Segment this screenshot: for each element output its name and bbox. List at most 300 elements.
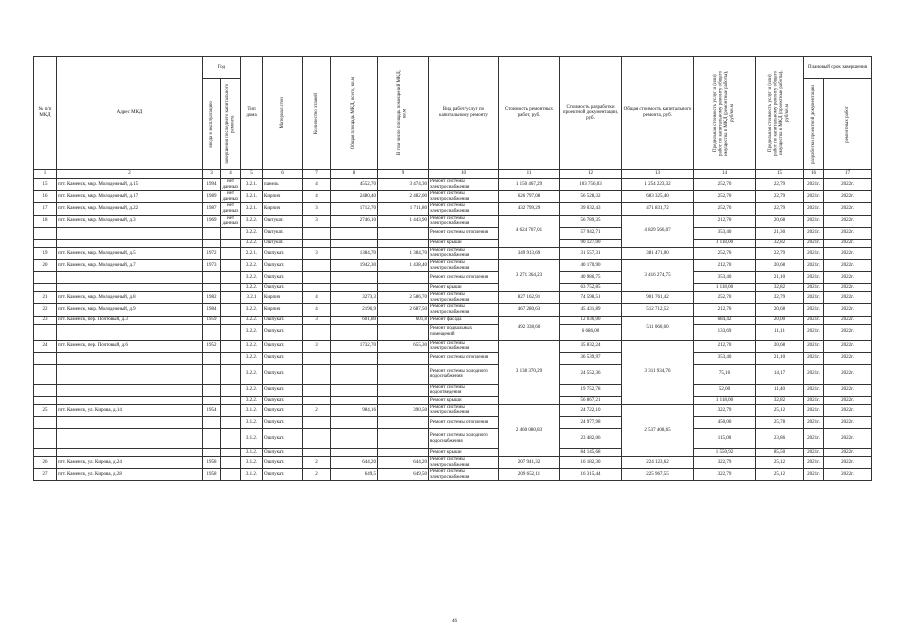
cell-row-number: 15 — [34, 179, 57, 191]
cell-row-number: 27 — [34, 469, 57, 481]
cell-row-number — [34, 352, 57, 364]
cell-design-cost: 31 557,31 — [560, 247, 622, 259]
cell-floors: 2 — [303, 469, 331, 481]
cell-wall-material: Ошпукат. — [263, 259, 303, 271]
cell-address: пгт. Каменск, мкр. Молодежный, д.9 — [57, 304, 203, 316]
cell-total-area — [331, 417, 378, 429]
cell-year-last-repair — [221, 247, 241, 259]
cell-wall-material: панель — [263, 179, 303, 191]
cell-design-cost: 35 832,24 — [560, 340, 622, 352]
cell-year-last-repair: нет данных — [221, 215, 241, 227]
column-number-row — [34, 170, 872, 179]
cell-deadline-repair: 2022г. — [824, 272, 872, 284]
column-number: 3 — [203, 170, 221, 179]
cell-work-type: Ремонт системы электроснабжения — [429, 404, 499, 416]
cell-deadline-repair: 2022г. — [824, 469, 872, 481]
cell-work-type: Ремонт системы водоотведения — [429, 384, 499, 396]
column-number: 5 — [241, 170, 263, 179]
cell-work-type: Ремонт системы отопления — [429, 417, 499, 429]
cell-year-last-repair — [221, 272, 241, 284]
cell-row-number — [34, 417, 57, 429]
cell-work-type: Ремонт системы электроснабжения — [429, 179, 499, 191]
cell-total-area — [331, 284, 378, 292]
cell-year-commission — [203, 384, 221, 396]
cell-wall-material: Оштукат. — [263, 239, 303, 247]
cell-limit-cost-repair: 1 118,00 — [694, 396, 756, 404]
cell-work-type: Ремонт крыши — [429, 396, 499, 404]
header-wall-material: Материал стен — [279, 97, 285, 129]
cell-living-area — [378, 239, 429, 247]
cell-limit-cost-repair: 252,70 — [694, 191, 756, 203]
cell-deadline-repair: 2022г. — [824, 384, 872, 396]
cell-row-number — [34, 384, 57, 396]
cell-house-type: 3.2.2. — [241, 384, 263, 396]
cell-address: пгт. Каменск, мкр. Молодежный, д.7 — [57, 259, 203, 271]
cell-wall-material: Ошпукат. — [263, 417, 303, 429]
cell-deadline-repair: 2022г. — [824, 179, 872, 191]
cell-work-type: Ремонт фасада — [429, 316, 499, 324]
cell-house-type: 3.1.2. — [241, 404, 263, 416]
cell-year-last-repair — [221, 384, 241, 396]
cell-floors — [303, 384, 331, 396]
cell-work-type: Ремонт системы электроснабжения — [429, 304, 499, 316]
cell-address — [57, 384, 203, 396]
cell-wall-material: Ошпукат. — [263, 364, 303, 384]
cell-limit-cost-design: 22,79 — [756, 247, 804, 259]
header-work-type: Вид работ/услуг по капитальному ремонту — [429, 57, 499, 170]
cell-living-area — [378, 384, 429, 396]
table-row — [34, 417, 872, 429]
cell-total-area: 1732,70 — [331, 340, 378, 352]
cell-deadline-repair: 2022г. — [824, 364, 872, 384]
cell-floors — [303, 259, 331, 271]
cell-repair-cost: 349 913,69 — [499, 247, 560, 259]
column-number: 8 — [331, 170, 378, 179]
cell-house-type: 3.1.2. — [241, 429, 263, 449]
cell-floors: 3 — [303, 340, 331, 352]
cell-living-area: 1 443,90 — [378, 215, 429, 227]
cell-deadline-design: 2021г. — [804, 384, 824, 396]
cell-total-area — [331, 364, 378, 384]
cell-deadline-design: 2021г. — [804, 272, 824, 284]
cell-floors — [303, 352, 331, 364]
cell-living-area — [378, 449, 429, 457]
cell-repair-cost: 827 162,91 — [499, 292, 560, 304]
cell-design-cost: 6 686,00 — [560, 324, 622, 340]
cell-deadline-repair: 2022г. — [824, 324, 872, 340]
cell-house-type: 3.1.2. — [241, 449, 263, 457]
cell-limit-cost-design: 21,10 — [756, 272, 804, 284]
cell-work-type: Ремонт системы электроснабжения — [429, 292, 499, 304]
cell-limit-cost-repair: 75,16 — [694, 364, 756, 384]
cell-living-area: 2 586,70 — [378, 292, 429, 304]
cell-living-area: 1 384,70 — [378, 247, 429, 259]
cell-deadline-repair: 2022г. — [824, 340, 872, 352]
cell-address — [57, 239, 203, 247]
cell-total-area: 644,20 — [331, 457, 378, 469]
cell-deadline-design: 2021г. — [804, 215, 824, 227]
cell-limit-cost-repair: 252,70 — [694, 203, 756, 215]
column-number: 14 — [694, 170, 756, 179]
cell-deadline-design: 2021г. — [804, 417, 824, 429]
cell-deadline-repair: 2022г. — [824, 316, 872, 324]
cell-deadline-design: 2021г. — [804, 469, 824, 481]
cell-design-cost: 24 722,10 — [560, 404, 622, 416]
cell-address: пгт. Каменск, пер. Почтовый, д.6 — [57, 340, 203, 352]
cell-limit-cost-design: 22,79 — [756, 203, 804, 215]
table-row — [34, 449, 872, 457]
cell-work-type: Ремонт системы холодного водоснабжения — [429, 429, 499, 449]
cell-repair-cost: 1 150 467,29 — [499, 179, 560, 191]
cell-deadline-repair: 2022г. — [824, 247, 872, 259]
cell-house-type: 2.2.1. — [241, 247, 263, 259]
cell-limit-cost-repair: 252,70 — [694, 247, 756, 259]
cell-row-number: 19 — [34, 247, 57, 259]
cell-year-last-repair — [221, 352, 241, 364]
cell-address — [57, 364, 203, 384]
cell-year-commission: 1973 — [203, 259, 221, 271]
cell-living-area: 390,50 — [378, 404, 429, 416]
cell-house-type: 3.2.2. — [241, 227, 263, 239]
cell-year-commission — [203, 352, 221, 364]
column-number: 11 — [499, 170, 560, 179]
cell-limit-cost-design: 32,82 — [756, 396, 804, 404]
cell-limit-cost-repair: 115,00 — [694, 429, 756, 449]
cell-total-area: 2746,10 — [331, 215, 378, 227]
cell-floors — [303, 284, 331, 292]
cell-year-last-repair — [221, 457, 241, 469]
cell-address: пгт. Каменск, ул. Кирова, д.28 — [57, 469, 203, 481]
table-row — [34, 239, 872, 247]
cell-deadline-repair: 2022г. — [824, 404, 872, 416]
cell-row-number: 26 — [34, 457, 57, 469]
cell-address — [57, 227, 203, 239]
cell-work-type: Ремонт системы электроснабжения — [429, 215, 499, 227]
cell-address — [57, 352, 203, 364]
cell-living-area: 644,20 — [378, 457, 429, 469]
cell-living-area: 2 482,00 — [378, 191, 429, 203]
page-number: 46 — [452, 619, 457, 624]
cell-address — [57, 429, 203, 449]
cell-design-cost: 40 986,75 — [560, 272, 622, 284]
cell-house-type: 3.2.2. — [241, 364, 263, 384]
cell-wall-material: Кирпич — [263, 203, 303, 215]
cell-year-last-repair — [221, 316, 241, 324]
cell-limit-cost-design: 32,82 — [756, 284, 804, 292]
cell-total-area: 1384,70 — [331, 247, 378, 259]
cell-limit-cost-repair: 1 118,00 — [694, 239, 756, 247]
cell-repair-cost: 3 138 370,29 — [499, 340, 560, 404]
cell-deadline-design: 2021г. — [804, 203, 824, 215]
cell-limit-cost-repair: 353,40 — [694, 272, 756, 284]
cell-design-cost: 103 756,03 — [560, 179, 622, 191]
cell-limit-cost-design: 32,82 — [756, 239, 804, 247]
cell-living-area — [378, 396, 429, 404]
cell-year-commission: 1982 — [203, 292, 221, 304]
cell-house-type: 3.2.2. — [241, 340, 263, 352]
cell-living-area — [378, 429, 429, 449]
cell-limit-cost-design: 85,50 — [756, 449, 804, 457]
cell-work-type: Ремонт крыши — [429, 284, 499, 292]
cell-work-type: Ремонт системы электроснабжения — [429, 191, 499, 203]
cell-total-area: 4552,70 — [331, 179, 378, 191]
cell-address: пгт. Каменск, ул. Кирова, д.24 — [57, 457, 203, 469]
cell-design-cost: 56 867,21 — [560, 396, 622, 404]
cell-repair-cost: 4 624 707,01 — [499, 215, 560, 247]
cell-year-last-repair — [221, 304, 241, 316]
cell-year-last-repair — [221, 364, 241, 384]
cell-design-cost: 56 789,35 — [560, 215, 622, 227]
cell-deadline-design: 2021г. — [804, 364, 824, 384]
cell-floors: 2 — [303, 457, 331, 469]
cell-limit-cost-design: 20,68 — [756, 304, 804, 316]
table-row — [34, 384, 872, 396]
cell-limit-cost-repair: 353,40 — [694, 227, 756, 239]
cell-floors: 2 — [303, 404, 331, 416]
cell-design-cost: 40 170,90 — [560, 259, 622, 271]
header-year-commission: ввода в эксплуатацию — [208, 100, 214, 148]
cell-wall-material: Ошпукат. — [263, 457, 303, 469]
cell-limit-cost-repair: 212,70 — [694, 215, 756, 227]
cell-repair-cost: 3 271 364,23 — [499, 259, 560, 291]
cell-work-type: Ремонт системы электроснабжения — [429, 203, 499, 215]
cell-year-last-repair: нет данных — [221, 203, 241, 215]
cell-design-cost: 19 752,78 — [560, 384, 622, 396]
cell-deadline-design: 2021г. — [804, 429, 824, 449]
cell-wall-material: Ошпукат. — [263, 469, 303, 481]
cell-floors — [303, 227, 331, 239]
cell-living-area — [378, 352, 429, 364]
cell-house-type: 3.2.2. — [241, 272, 263, 284]
header-limit-cost-design: Предельная стоимость услуг и (или) работ по капитальному ремонту общего имущества в МКД (проектные работы), руб/кв.м — [768, 70, 791, 156]
cell-row-number: 24 — [34, 340, 57, 352]
cell-year-commission: 1958 — [203, 469, 221, 481]
cell-deadline-repair: 2022г. — [824, 352, 872, 364]
cell-year-last-repair — [221, 259, 241, 271]
cell-limit-cost-repair: 133,69 — [694, 324, 756, 340]
cell-design-cost: 24 977,98 — [560, 417, 622, 429]
cell-year-last-repair: нет данных — [221, 179, 241, 191]
cell-limit-cost-design: 20,68 — [756, 215, 804, 227]
column-number: 13 — [622, 170, 694, 179]
cell-house-type: 3.2.1. — [241, 179, 263, 191]
cell-total-cost: 3 416 274,75 — [622, 259, 694, 291]
header-deadline-repair: ремонтных работ — [844, 105, 850, 143]
cell-total-cost: 471 831,72 — [622, 203, 694, 215]
header-address: Адрес МКД — [57, 57, 203, 170]
cell-design-cost: 39 032,43 — [560, 203, 622, 215]
cell-work-type: Ремонт крыши — [429, 239, 499, 247]
cell-design-cost: 57 942,71 — [560, 227, 622, 239]
cell-address: пгт. Каменск, ул. Кирова, д.14 — [57, 404, 203, 416]
cell-year-last-repair: нет данных — [221, 191, 241, 203]
cell-deadline-design: 2021г. — [804, 340, 824, 352]
cell-house-type: 3.2.2. — [241, 304, 263, 316]
cell-total-cost: 901 761,42 — [622, 292, 694, 304]
cell-limit-cost-design: 25,78 — [756, 417, 804, 429]
cell-year-last-repair — [221, 292, 241, 304]
cell-address — [57, 449, 203, 457]
cell-limit-cost-repair: 1 118,00 — [694, 284, 756, 292]
cell-total-area — [331, 239, 378, 247]
cell-design-cost: 16 182,30 — [560, 457, 622, 469]
column-number: 4 — [221, 170, 241, 179]
cell-repair-cost: 209 652,11 — [499, 469, 560, 481]
cell-limit-cost-design: 25,12 — [756, 469, 804, 481]
cell-deadline-design: 2021г. — [804, 292, 824, 304]
cell-house-type: 3.2.2. — [241, 259, 263, 271]
cell-work-type: Ремонт системы электроснабжения — [429, 247, 499, 259]
cell-row-number: 16 — [34, 191, 57, 203]
cell-living-area: 1 438,40 — [378, 259, 429, 271]
cell-row-number — [34, 239, 57, 247]
cell-deadline-design: 2021г. — [804, 179, 824, 191]
cell-deadline-design: 2021г. — [804, 352, 824, 364]
cell-house-type: 3.2.2. — [241, 316, 263, 324]
cell-address: пгт. Каменск, мкр. Молодежный, д.17 — [57, 191, 203, 203]
column-number: 12 — [560, 170, 622, 179]
cell-limit-cost-repair: 684,42 — [694, 316, 756, 324]
cell-deadline-repair: 2022г. — [824, 449, 872, 457]
table-row — [34, 259, 872, 271]
cell-limit-cost-repair: 212,70 — [694, 259, 756, 271]
header-floors: Количество этажей — [313, 92, 319, 134]
cell-deadline-design: 2021г. — [804, 449, 824, 457]
cell-limit-cost-design: 20,68 — [756, 259, 804, 271]
cell-deadline-design: 2021г. — [804, 191, 824, 203]
cell-total-area — [331, 429, 378, 449]
cell-year-commission — [203, 396, 221, 404]
cell-floors — [303, 429, 331, 449]
cell-limit-cost-design: 22,79 — [756, 292, 804, 304]
cell-work-type: Ремонт системы отопления — [429, 352, 499, 364]
cell-row-number — [34, 364, 57, 384]
header-house-type: Тип дома — [241, 57, 263, 170]
cell-row-number — [34, 272, 57, 284]
cell-wall-material: Ошпукат. — [263, 324, 303, 340]
table-row — [34, 247, 872, 259]
cell-limit-cost-repair: 1 550,92 — [694, 449, 756, 457]
cell-limit-cost-repair: 52,00 — [694, 384, 756, 396]
cell-house-type: 3.2.2. — [241, 284, 263, 292]
cell-floors: 4 — [303, 292, 331, 304]
header-num: № п/п МКД — [34, 57, 57, 170]
table-row — [34, 469, 872, 481]
cell-year-commission: 1954 — [203, 404, 221, 416]
cell-deadline-repair: 2022г. — [824, 215, 872, 227]
cell-total-area — [331, 272, 378, 284]
table-body — [34, 179, 872, 481]
cell-total-area — [331, 227, 378, 239]
cell-limit-cost-repair: 353,40 — [694, 352, 756, 364]
cell-limit-cost-design: 23,86 — [756, 429, 804, 449]
cell-limit-cost-repair: 212,70 — [694, 340, 756, 352]
cell-design-cost: 90 127,00 — [560, 239, 622, 247]
table-row — [34, 457, 872, 469]
cell-work-type: Ремонт крыши — [429, 449, 499, 457]
cell-limit-cost-design: 25,12 — [756, 404, 804, 416]
cell-floors: 3 — [303, 247, 331, 259]
cell-row-number: 17 — [34, 203, 57, 215]
cell-limit-cost-design: 22,79 — [756, 191, 804, 203]
cell-year-last-repair — [221, 396, 241, 404]
column-number: 2 — [57, 170, 203, 179]
cell-year-commission — [203, 449, 221, 457]
cell-living-area: 601,8 — [378, 316, 429, 324]
cell-total-area: 1942,30 — [331, 259, 378, 271]
cell-living-area: 649,50 — [378, 469, 429, 481]
cell-year-last-repair — [221, 417, 241, 429]
cell-limit-cost-design: 20,00 — [756, 316, 804, 324]
cell-wall-material: Кирпич — [263, 304, 303, 316]
cell-repair-cost: 432 799,29 — [499, 203, 560, 215]
cell-deadline-design: 2021г. — [804, 259, 824, 271]
cell-limit-cost-design: 20,68 — [756, 340, 804, 352]
cell-wall-material: Кирпич — [263, 191, 303, 203]
cell-wall-material: Ошпукат. — [263, 449, 303, 457]
cell-year-commission — [203, 284, 221, 292]
cell-total-area — [331, 396, 378, 404]
cell-year-last-repair — [221, 284, 241, 292]
cell-floors — [303, 449, 331, 457]
cell-limit-cost-repair: 322,79 — [694, 469, 756, 481]
cell-deadline-design: 2021г. — [804, 284, 824, 292]
cell-living-area — [378, 417, 429, 429]
cell-total-area: 2480,40 — [331, 191, 378, 203]
cell-total-cost: 224 123,62 — [622, 457, 694, 469]
cell-address — [57, 284, 203, 292]
cell-living-area — [378, 324, 429, 340]
cell-deadline-repair: 2022г. — [824, 292, 872, 304]
cell-year-commission: 1987 — [203, 203, 221, 215]
cell-wall-material: Ошпукат. — [263, 284, 303, 292]
cell-design-cost: 24 552,36 — [560, 364, 622, 384]
cell-year-last-repair — [221, 324, 241, 340]
cell-year-commission: 1989 — [203, 191, 221, 203]
cell-address: пгт. Каменск, мкр. Молодежный, д.3 — [57, 215, 203, 227]
cell-repair-cost: 2 460 080,83 — [499, 404, 560, 456]
table-row — [34, 272, 872, 284]
cell-wall-material: Ошпукат. — [263, 352, 303, 364]
cell-year-commission: 1969 — [203, 215, 221, 227]
cell-total-area: 984,16 — [331, 404, 378, 416]
cell-row-number — [34, 396, 57, 404]
cell-deadline-repair: 2022г. — [824, 284, 872, 292]
cell-deadline-design: 2021г. — [804, 396, 824, 404]
cell-year-commission: 1959 — [203, 316, 221, 324]
cell-work-type: Ремонт системы электроснабжения — [429, 259, 499, 271]
cell-year-last-repair — [221, 469, 241, 481]
cell-limit-cost-repair: 212,70 — [694, 304, 756, 316]
cell-house-type: 3.2.2. — [241, 352, 263, 364]
cell-year-last-repair — [221, 404, 241, 416]
cell-limit-cost-design: 11,40 — [756, 384, 804, 396]
cell-year-commission — [203, 324, 221, 340]
cell-deadline-design: 2021г. — [804, 304, 824, 316]
cell-address — [57, 324, 203, 340]
cell-house-type: 3.2.2. — [241, 239, 263, 247]
cell-row-number: 21 — [34, 292, 57, 304]
cell-year-commission: 1994 — [203, 179, 221, 191]
table-row — [34, 203, 872, 215]
cell-total-cost: 4 829 566,07 — [622, 215, 694, 247]
cell-repair-cost: 467 280,63 — [499, 304, 560, 316]
cell-deadline-design: 2021г. — [804, 457, 824, 469]
cell-address: пгт. Каменск, мкр. Молодежный, д.8 — [57, 292, 203, 304]
header-deadline-design: разработки проектной документации — [810, 84, 816, 164]
cell-house-type: 3.1.2. — [241, 417, 263, 429]
header-living-area: В том числе площадь помещений МКД, кв.м — [397, 70, 409, 156]
